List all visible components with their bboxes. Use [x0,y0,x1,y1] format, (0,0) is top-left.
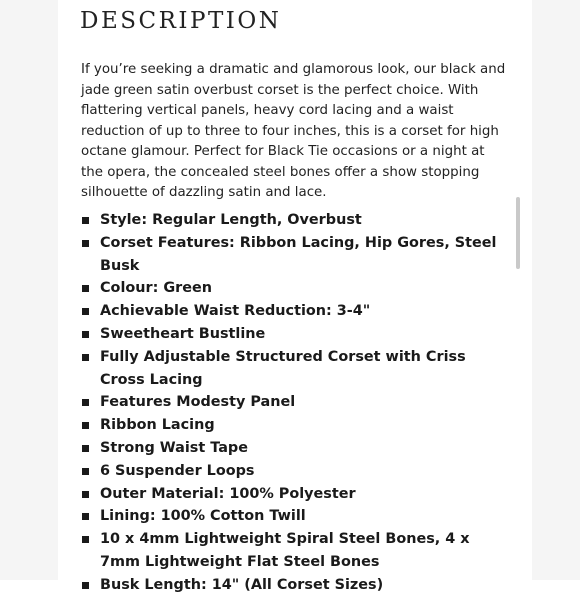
feature-text: Lining: 100% Cotton Twill [100,508,306,525]
feature-text: Fully Adjustable Structured Corset with Criss Cross Lacing [100,348,466,388]
feature-text: Corset Features: Ribbon Lacing, Hip Gores, Steel Busk [100,234,497,274]
list-item [81,460,511,483]
square-bullet-icon [82,536,89,543]
feature-text: Ribbon Lacing [100,417,215,434]
feature-text: Style: Regular Length, Overbust [100,212,362,228]
square-bullet-icon [82,582,89,589]
list-item [81,437,511,460]
feature-list [81,209,511,597]
list-item [81,300,511,323]
square-bullet-icon [82,354,89,361]
section-title: DESCRIPTION [80,8,282,34]
right-margin-panel [532,0,580,580]
list-item [81,391,511,414]
list-item [81,323,511,346]
square-bullet-icon [82,217,89,224]
feature-text: Strong Waist Tape [100,439,248,456]
feature-text: 6 Suspender Loops [100,462,255,479]
product-description-text: If you’re seeking a dramatic and glamorous look, our black and jade green satin overbust corset is the perfect choice. With flattering vertical panels, heavy cord lacing and a waist reduction of up to three to four inches, this is a corset for high octane glamour. Perfect for Black Tie occasions or a night at the opera, the concealed steel bones offer a show stopping silhouette of dazzling satin and lace. [81,62,506,200]
square-bullet-icon [82,308,89,315]
list-item [81,528,511,574]
square-bullet-icon [82,422,89,429]
scrollbar-thumb[interactable] [516,197,520,269]
list-item [81,346,511,392]
list-item [81,505,511,528]
feature-text: Colour: Green [100,280,213,297]
list-item [81,277,511,300]
square-bullet-icon [82,468,89,475]
list-item [81,414,511,437]
feature-text: 10 x 4mm Lightweight Spiral Steel Bones, 4 x 7mm Lightweight Flat Steel Bones [100,531,470,570]
square-bullet-icon [82,331,89,338]
feature-text: Features Modesty Panel [100,394,296,411]
feature-text: Achievable Waist Reduction: 3-4" [100,303,371,320]
description-content[interactable] [80,0,520,593]
feature-text: Sweetheart Bustline [100,325,266,342]
feature-text: Outer Material: 100% Polyester [100,485,356,502]
left-margin-panel [0,0,58,580]
square-bullet-icon [82,285,89,292]
list-item [81,574,511,597]
square-bullet-icon [82,240,89,247]
list-item [81,232,511,278]
list-item [81,209,511,232]
square-bullet-icon [82,399,89,406]
square-bullet-icon [82,513,89,520]
square-bullet-icon [82,491,89,498]
feature-text: Busk Length: 14" (All Corset Sizes) [100,576,384,593]
square-bullet-icon [82,445,89,452]
list-item [81,483,511,506]
